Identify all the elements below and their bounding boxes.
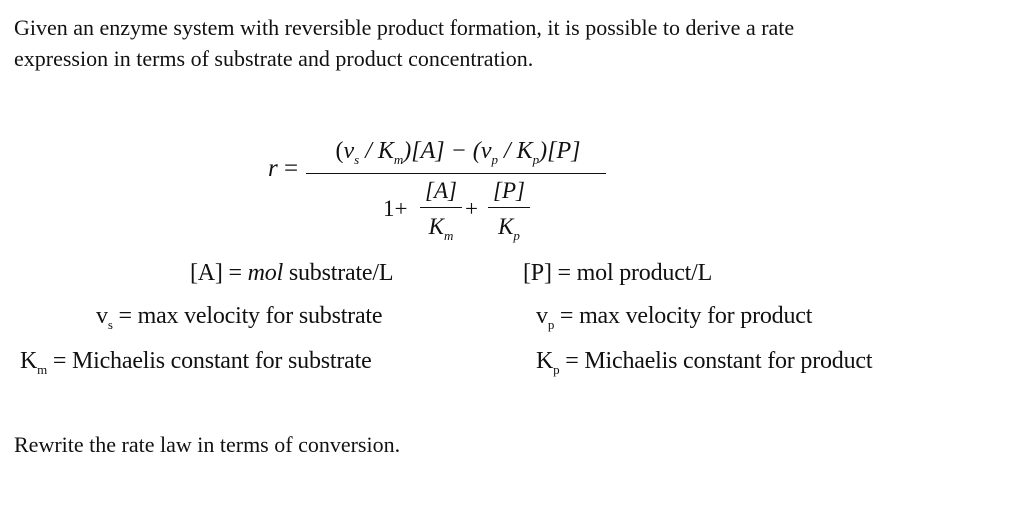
def-a-mol: mol xyxy=(247,260,284,286)
km-symbol: K xyxy=(377,138,394,164)
definition-kp xyxy=(536,348,872,375)
kp-subscript: p xyxy=(513,228,520,243)
vs-symbol: v xyxy=(343,138,355,164)
def-km-subscript: m xyxy=(37,362,48,377)
def-vs-text: max velocity for substrate xyxy=(137,303,383,329)
numerator-middle: )[A] − ( xyxy=(403,138,481,164)
frac2-bar xyxy=(488,207,530,208)
km-subscript: m xyxy=(393,152,404,167)
intro-line-1: Given an enzyme system with reversible product formation, it is possible to derive a rate xyxy=(14,15,795,40)
frac1-denominator xyxy=(418,214,464,243)
def-vs-subscript: s xyxy=(107,317,113,332)
def-p-text: mol product/L xyxy=(576,260,713,286)
frac2-numerator: [P] xyxy=(493,178,525,203)
slash: / xyxy=(497,138,517,164)
def-vp-eq: = xyxy=(554,303,580,329)
definition-a xyxy=(190,260,393,287)
def-a-text: substrate/L xyxy=(283,260,394,286)
kp-subscript: p xyxy=(532,152,540,167)
task-prompt: Rewrite the rate law in terms of conversion. xyxy=(14,432,401,457)
definition-vp xyxy=(536,303,812,330)
vs-subscript: s xyxy=(354,152,360,167)
def-vp-text: max velocity for product xyxy=(579,303,813,329)
def-p-symbol: [P] xyxy=(523,260,552,286)
def-km-eq: = xyxy=(47,348,72,374)
kp-symbol: K xyxy=(516,138,533,164)
frac1-bar xyxy=(420,207,462,208)
equation-numerator xyxy=(310,138,606,165)
def-km-symbol: K xyxy=(20,348,38,374)
def-vs-eq: = xyxy=(112,303,138,329)
def-km-text: Michaelis constant for substrate xyxy=(72,348,372,374)
main-fraction-bar xyxy=(306,173,606,174)
def-kp-symbol: K xyxy=(536,348,554,374)
rate-symbol: r xyxy=(268,155,278,182)
denominator-one-plus: 1+ xyxy=(383,196,408,221)
definition-vs xyxy=(96,303,382,330)
kp-symbol: K xyxy=(498,214,514,239)
paren-open: ( xyxy=(335,138,344,164)
definition-p xyxy=(523,260,712,287)
def-vp-symbol: v xyxy=(536,303,548,329)
intro-paragraph xyxy=(14,12,1004,74)
equals-sign: = xyxy=(283,155,299,182)
def-kp-text: Michaelis constant for product xyxy=(584,348,873,374)
def-a-eq: = xyxy=(222,260,248,286)
def-kp-eq: = xyxy=(559,348,585,374)
equation-lhs xyxy=(268,155,298,183)
km-subscript: m xyxy=(443,228,454,243)
slash: / xyxy=(359,138,378,164)
def-vp-subscript: p xyxy=(547,317,555,332)
denominator-plus: + xyxy=(465,196,478,221)
vp-subscript: p xyxy=(491,152,498,167)
def-kp-subscript: p xyxy=(553,362,560,377)
frac2-denominator xyxy=(486,214,532,243)
km-symbol: K xyxy=(428,214,444,239)
frac1-numerator: [A] xyxy=(425,178,457,203)
numerator-end: )[P] xyxy=(539,138,581,164)
def-vs-symbol: v xyxy=(96,303,108,329)
vp-symbol: v xyxy=(480,138,492,164)
definition-km xyxy=(20,348,372,375)
def-a-symbol: [A] xyxy=(190,260,223,286)
def-p-eq: = xyxy=(551,260,577,286)
intro-line-2: expression in terms of substrate and product concentration. xyxy=(14,46,534,71)
